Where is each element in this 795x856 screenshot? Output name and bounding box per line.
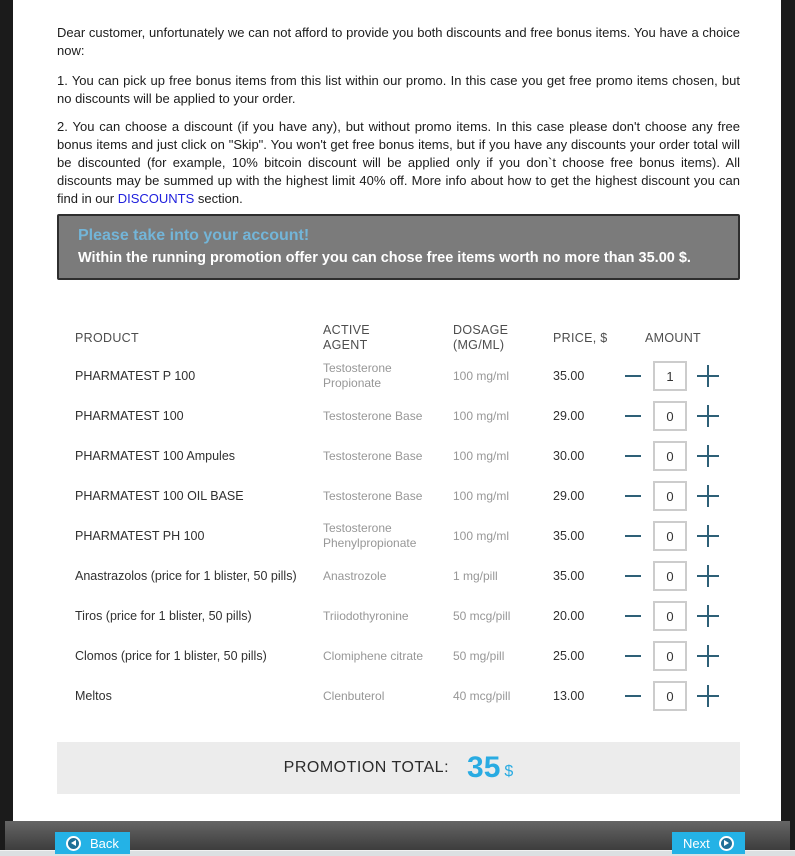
active-agent: Clenbuterol [323,688,385,703]
dosage: 50 mg/pill [453,648,505,663]
header-active-agent: ACTIVE AGENT [323,323,370,352]
amount-stepper [625,641,720,671]
minus-icon[interactable] [625,375,641,377]
product-name: PHARMATEST P 100 [75,368,196,383]
promotion-total-label: PROMOTION TOTAL: [283,759,450,776]
minus-icon[interactable] [625,575,641,577]
price: 25.00 [553,648,585,663]
next-arrow-icon [719,836,734,851]
plus-icon[interactable] [697,565,719,587]
price: 20.00 [553,608,585,623]
active-agent: Testosterone Base [323,448,423,463]
notice-message: Within the running promotion offer you can chose free items worth no more than 35.00 $. [78,250,691,266]
price: 29.00 [553,408,585,423]
table-row [75,676,720,716]
dosage: 100 mg/ml [453,448,510,463]
promotion-total-value: 35 [467,751,501,784]
amount-input[interactable] [653,561,687,591]
back-button-label: Back [90,835,119,851]
amount-input[interactable] [653,481,687,511]
amount-stepper [625,521,720,551]
active-agent: Testosterone Phenylpropionate [323,521,417,550]
header-amount: AMOUNT [645,330,701,345]
amount-input[interactable] [653,601,687,631]
back-button[interactable] [55,832,130,854]
table-row [75,396,720,436]
amount-stepper [625,441,720,471]
amount-stepper [625,681,720,711]
minus-icon[interactable] [625,455,641,457]
promo-items-table [75,320,720,716]
promotion-total-bar [57,742,740,794]
active-agent: Anastrozole [323,568,387,583]
promo-page [13,0,781,821]
price: 30.00 [553,448,585,463]
amount-input[interactable] [653,361,687,391]
product-name: Meltos [75,688,112,703]
header-price: PRICE, $ [553,330,608,345]
intro-paragraph-1: Dear customer, unfortunately we can not afford to provide you both discounts and free bonus items. You have a choice now: [57,25,740,58]
table-header-row [75,320,720,356]
price: 35.00 [553,368,585,383]
active-agent: Testosterone Base [323,488,423,503]
plus-icon[interactable] [697,605,719,627]
amount-input[interactable] [653,521,687,551]
intro-paragraph-3 [57,118,740,208]
active-agent: Clomiphene citrate [323,648,424,663]
minus-icon[interactable] [625,415,641,417]
amount-input[interactable] [653,641,687,671]
active-agent: Testosterone Base [323,408,423,423]
paragraph-3-text: 2. You can choose a discount (if you have any), but without promo items. In this case please don't choose any free bonus items and just click on "Skip". You won't get free bonus items, but if you have any discounts your order total will be discounted (for example, 10% bitcoin discount will be applied only if you don`t choose free bonus items). All discounts may be summed up with the highest limit 40% off. More info about how to get the highest discount you can find in our [57,119,740,206]
minus-icon[interactable] [625,495,641,497]
plus-icon[interactable] [697,405,719,427]
amount-input[interactable] [653,401,687,431]
plus-icon[interactable] [697,525,719,547]
product-name: PHARMATEST PH 100 [75,528,205,543]
discounts-link[interactable]: DISCOUNTS [117,191,195,206]
dosage: 1 mg/pill [453,568,498,583]
table-row [75,556,720,596]
header-dosage: DOSAGE (MG/ML) [453,323,509,352]
product-name: Clomos (price for 1 blister, 50 pills) [75,648,267,663]
product-name: PHARMATEST 100 [75,408,184,423]
amount-input[interactable] [653,441,687,471]
minus-icon[interactable] [625,695,641,697]
table-row [75,636,720,676]
amount-stepper [625,561,720,591]
table-row [75,516,720,556]
price: 13.00 [553,688,585,703]
plus-icon[interactable] [697,685,719,707]
next-button[interactable] [672,832,745,854]
dosage: 100 mg/ml [453,368,510,383]
dosage: 40 mcg/pill [453,688,511,703]
plus-icon[interactable] [697,445,719,467]
table-row [75,596,720,636]
promotion-total-currency: $ [504,763,514,780]
product-name: Tiros (price for 1 blister, 50 pills) [75,608,252,623]
back-arrow-icon [66,836,81,851]
amount-stepper [625,361,720,391]
table-row [75,436,720,476]
product-name: PHARMATEST 100 OIL BASE [75,488,244,503]
notice-title: Please take into your account! [78,227,310,244]
minus-icon[interactable] [625,655,641,657]
price: 29.00 [553,488,585,503]
active-agent: Triiodothyronine [323,608,409,623]
dosage: 100 mg/ml [453,488,510,503]
next-button-label: Next [683,835,710,851]
minus-icon[interactable] [625,535,641,537]
price: 35.00 [553,528,585,543]
price: 35.00 [553,568,585,583]
amount-input[interactable] [653,681,687,711]
paragraph-3-tail: section. [194,191,243,206]
amount-stepper [625,601,720,631]
minus-icon[interactable] [625,615,641,617]
intro-paragraph-2: 1. You can pick up free bonus items from this list within our promo. In this case you get free promo items chosen, but no discounts will be applied to your order. [57,73,740,106]
intro-text [13,0,781,208]
promo-notice-box [57,214,740,280]
product-name: PHARMATEST 100 Ampules [75,448,236,463]
plus-icon[interactable] [697,365,719,387]
table-row [75,476,720,516]
amount-stepper [625,401,720,431]
dosage: 100 mg/ml [453,408,510,423]
product-name: Anastrazolos (price for 1 blister, 50 pills) [75,568,297,583]
table-row [75,356,720,396]
amount-stepper [625,481,720,511]
active-agent: Testosterone Propionate [323,361,392,390]
plus-icon[interactable] [697,645,719,667]
header-product: PRODUCT [75,330,139,345]
plus-icon[interactable] [697,485,719,507]
dosage: 100 mg/ml [453,528,510,543]
dosage: 50 mcg/pill [453,608,511,623]
